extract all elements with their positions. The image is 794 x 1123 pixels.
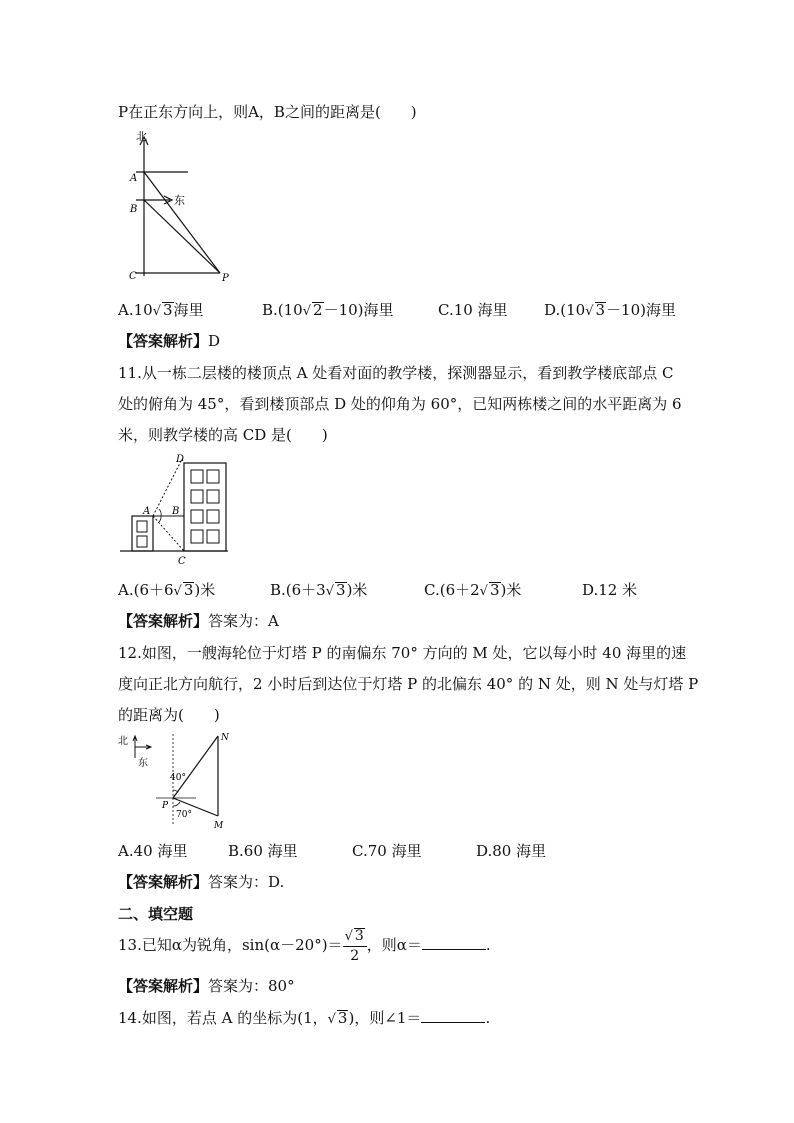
q10-point-a: A <box>130 173 138 184</box>
q12-answer: 【答案解析】答案为：D. <box>118 873 285 891</box>
q12-line-2: 度向正北方向航行，2 小时后到达位于灯塔 P 的北偏东 40° 的 N 处，则 N 处与灯塔 P <box>118 675 699 693</box>
q10-figure <box>118 128 238 288</box>
q12-option-b[interactable]: B.60 海里 <box>228 842 298 860</box>
q10-option-b[interactable]: B.(10√ 2－10)海里 <box>262 301 394 319</box>
q12-angle-40: 40° <box>170 773 186 783</box>
q11-line-3: 米，则教学楼的高 CD 是( ) <box>118 426 328 444</box>
q12-option-a[interactable]: A.40 海里 <box>118 842 188 860</box>
q12-line-3: 的距离为( ) <box>118 706 220 724</box>
q11-option-d[interactable]: D.12 米 <box>582 581 638 599</box>
q12-point-m: M <box>214 821 224 831</box>
q11-answer: 【答案解析】答案为：A <box>118 612 279 630</box>
q13-fraction: $\frac{√ 3}{2}$ <box>343 927 367 965</box>
section-heading: 二、填空题 <box>118 905 194 923</box>
q10-point-p: P <box>222 273 229 284</box>
q11-point-d: D <box>176 454 185 465</box>
q10-point-b: B <box>130 204 138 215</box>
q11-option-c[interactable]: C.(6＋2√ 3)米 <box>424 581 522 599</box>
q11-line-2: 处的俯角为 45°，看到楼顶部点 D 处的仰角为 60°，已知两栋楼之间的水平距离为 6 <box>118 395 682 413</box>
q10-point-c: C <box>129 271 137 282</box>
q10-option-a[interactable]: A.10√ 3海里 <box>118 301 204 319</box>
q13-stem: 13.已知α为锐角，sin(α－20°)＝ $\frac{√ 3}{2}$ ，则α＝ . <box>118 928 491 964</box>
q13-answer: 【答案解析】答案为：80° <box>118 977 295 995</box>
q12-point-p: P <box>162 801 169 811</box>
q11-point-c: C <box>178 556 186 567</box>
q10-east-label: 东 <box>174 194 185 207</box>
q11-line-1: 11.从一栋二层楼的楼顶点 A 处看对面的教学楼，探测器显示，看到教学楼底部点 C <box>118 364 674 382</box>
q12-option-d[interactable]: D.80 海里 <box>476 842 547 860</box>
q11-option-b[interactable]: B.(6＋3√ 3)米 <box>270 581 368 599</box>
q12-option-c[interactable]: C.70 海里 <box>352 842 422 860</box>
q14-answer-blank[interactable] <box>421 1022 485 1023</box>
q10-stem: P在正东方向上，则A，B之间的距离是( ) <box>118 103 417 121</box>
q12-angle-70: 70° <box>176 810 192 820</box>
q12-east-label: 东 <box>138 758 148 769</box>
q14-stem: 14.如图，若点 A 的坐标为(1，√ 3)，则∠1＝ . <box>118 1009 491 1027</box>
q13-answer-blank[interactable] <box>422 949 486 950</box>
q12-line-1: 12.如图，一艘海轮位于灯塔 P 的南偏东 70° 方向的 M 处，它以每小时 40 海里的速 <box>118 644 687 662</box>
q11-point-b: B <box>172 506 180 517</box>
q12-figure <box>118 728 248 833</box>
q11-point-a: A <box>143 506 151 517</box>
q10-option-d[interactable]: D.(10√ 3－10)海里 <box>544 301 676 319</box>
q11-option-a[interactable]: A.(6＋6√ 3)米 <box>118 581 216 599</box>
q12-north-label: 北 <box>118 736 128 747</box>
q10-answer: 【答案解析】D <box>118 332 221 350</box>
q12-point-n: N <box>221 733 229 743</box>
q11-figure <box>118 452 238 570</box>
q10-north-label: 北 <box>136 130 147 143</box>
q10-option-c[interactable]: C.10 海里 <box>438 301 508 319</box>
